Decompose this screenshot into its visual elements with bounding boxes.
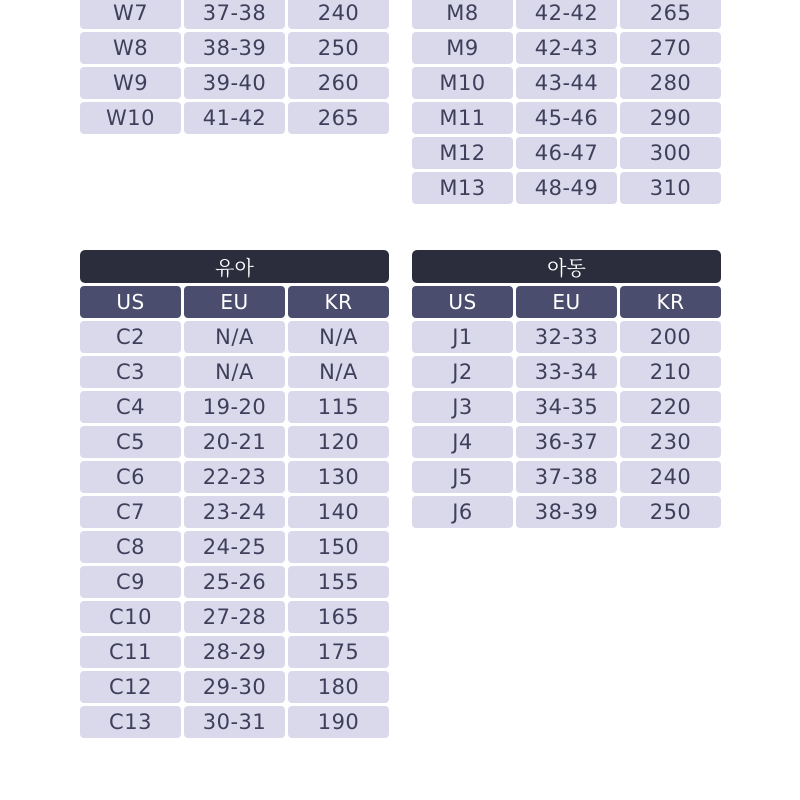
eu-size-cell: 20-21 (184, 426, 285, 458)
table-row (412, 461, 721, 493)
eu-size-cell: 42-42 (516, 0, 617, 29)
eu-size-cell: 45-46 (516, 102, 617, 134)
eu-size-cell: 24-25 (184, 531, 285, 563)
kr-size-cell: 260 (288, 67, 389, 99)
eu-column-header: EU (516, 286, 617, 318)
eu-size-cell: 41-42 (184, 102, 285, 134)
table-row (80, 706, 389, 738)
eu-size-cell: 48-49 (516, 172, 617, 204)
table-row (80, 321, 389, 353)
kids-size-table (412, 250, 721, 531)
eu-size-cell: 19-20 (184, 391, 285, 423)
us-size-cell: C5 (80, 426, 181, 458)
women-size-table (80, 0, 389, 137)
table-row (80, 0, 389, 29)
table-row (80, 496, 389, 528)
eu-size-cell: 27-28 (184, 601, 285, 633)
eu-size-cell: 38-39 (516, 496, 617, 528)
eu-size-cell: 36-37 (516, 426, 617, 458)
table-row (412, 496, 721, 528)
kr-size-cell: 200 (620, 321, 721, 353)
kr-size-cell: 270 (620, 32, 721, 64)
kr-size-cell: N/A (288, 356, 389, 388)
eu-size-cell: 25-26 (184, 566, 285, 598)
us-size-cell: M10 (412, 67, 513, 99)
us-size-cell: C6 (80, 461, 181, 493)
kr-size-cell: 250 (288, 32, 389, 64)
kr-size-cell: 265 (620, 0, 721, 29)
table-row (80, 67, 389, 99)
kr-size-cell: 240 (288, 0, 389, 29)
eu-size-cell: N/A (184, 321, 285, 353)
eu-size-cell: 33-34 (516, 356, 617, 388)
us-size-cell: C7 (80, 496, 181, 528)
us-size-cell: M9 (412, 32, 513, 64)
eu-size-cell: 42-43 (516, 32, 617, 64)
us-size-cell: C2 (80, 321, 181, 353)
kr-size-cell: 240 (620, 461, 721, 493)
kr-size-cell: 155 (288, 566, 389, 598)
kr-column-header: KR (288, 286, 389, 318)
us-size-cell: J4 (412, 426, 513, 458)
kr-size-cell: 310 (620, 172, 721, 204)
table-row (412, 137, 721, 169)
table-row (80, 461, 389, 493)
us-size-cell: W9 (80, 67, 181, 99)
us-column-header: US (80, 286, 181, 318)
eu-size-cell: 37-38 (184, 0, 285, 29)
eu-size-cell: 46-47 (516, 137, 617, 169)
table-row (412, 321, 721, 353)
table-row (412, 356, 721, 388)
kr-size-cell: 130 (288, 461, 389, 493)
kr-size-cell: 165 (288, 601, 389, 633)
table-row (80, 391, 389, 423)
kr-size-cell: 210 (620, 356, 721, 388)
kr-size-cell: 190 (288, 706, 389, 738)
eu-size-cell: 23-24 (184, 496, 285, 528)
kr-size-cell: 180 (288, 671, 389, 703)
us-size-cell: M8 (412, 0, 513, 29)
kr-column-header: KR (620, 286, 721, 318)
infant-size-table (80, 250, 389, 741)
us-size-cell: J5 (412, 461, 513, 493)
infant-table-title: 유아 (80, 250, 389, 283)
table-header-row (80, 286, 389, 318)
us-size-cell: M11 (412, 102, 513, 134)
table-row (80, 566, 389, 598)
us-size-cell: W8 (80, 32, 181, 64)
us-size-cell: J1 (412, 321, 513, 353)
kr-size-cell: 290 (620, 102, 721, 134)
table-row (80, 531, 389, 563)
us-size-cell: C3 (80, 356, 181, 388)
table-row (80, 32, 389, 64)
kr-size-cell: N/A (288, 321, 389, 353)
us-size-cell: W7 (80, 0, 181, 29)
us-size-cell: C12 (80, 671, 181, 703)
table-row (412, 102, 721, 134)
us-size-cell: C10 (80, 601, 181, 633)
table-header-row (412, 286, 721, 318)
kr-size-cell: 265 (288, 102, 389, 134)
eu-size-cell: 38-39 (184, 32, 285, 64)
table-row (80, 356, 389, 388)
kr-size-cell: 120 (288, 426, 389, 458)
kr-size-cell: 115 (288, 391, 389, 423)
eu-size-cell: 32-33 (516, 321, 617, 353)
eu-size-cell: 39-40 (184, 67, 285, 99)
kids-table-title: 아동 (412, 250, 721, 283)
us-size-cell: C8 (80, 531, 181, 563)
eu-size-cell: N/A (184, 356, 285, 388)
kr-size-cell: 230 (620, 426, 721, 458)
kr-size-cell: 300 (620, 137, 721, 169)
us-size-cell: W10 (80, 102, 181, 134)
kr-size-cell: 280 (620, 67, 721, 99)
eu-size-cell: 30-31 (184, 706, 285, 738)
eu-size-cell: 22-23 (184, 461, 285, 493)
table-row (80, 601, 389, 633)
eu-size-cell: 28-29 (184, 636, 285, 668)
eu-size-cell: 29-30 (184, 671, 285, 703)
men-size-table (412, 0, 721, 207)
table-row (80, 102, 389, 134)
eu-size-cell: 43-44 (516, 67, 617, 99)
table-row (412, 67, 721, 99)
table-row (80, 426, 389, 458)
kr-size-cell: 250 (620, 496, 721, 528)
eu-size-cell: 37-38 (516, 461, 617, 493)
table-row (412, 391, 721, 423)
table-row (80, 671, 389, 703)
eu-column-header: EU (184, 286, 285, 318)
kr-size-cell: 175 (288, 636, 389, 668)
eu-size-cell: 34-35 (516, 391, 617, 423)
table-row (412, 32, 721, 64)
table-row (412, 0, 721, 29)
us-size-cell: C4 (80, 391, 181, 423)
us-size-cell: J6 (412, 496, 513, 528)
us-size-cell: J2 (412, 356, 513, 388)
table-row (80, 636, 389, 668)
us-size-cell: M13 (412, 172, 513, 204)
us-size-cell: C13 (80, 706, 181, 738)
kr-size-cell: 220 (620, 391, 721, 423)
kr-size-cell: 150 (288, 531, 389, 563)
us-size-cell: M12 (412, 137, 513, 169)
us-size-cell: J3 (412, 391, 513, 423)
us-size-cell: C11 (80, 636, 181, 668)
table-row (412, 172, 721, 204)
table-row (412, 426, 721, 458)
kr-size-cell: 140 (288, 496, 389, 528)
us-column-header: US (412, 286, 513, 318)
us-size-cell: C9 (80, 566, 181, 598)
